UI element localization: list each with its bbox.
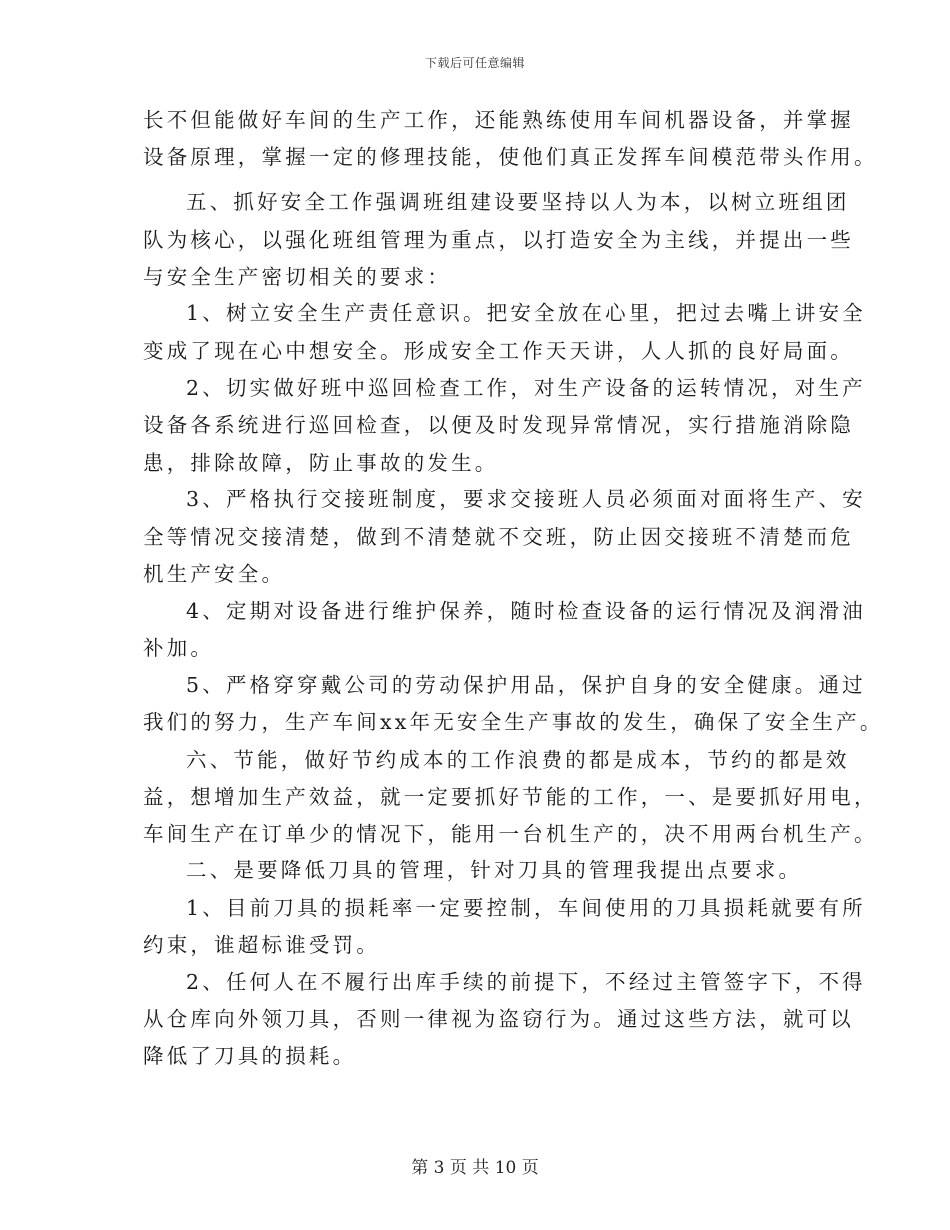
body-line: 车间生产在订单少的情况下，能用一台机生产的，决不用两台机生产。	[143, 822, 878, 846]
body-line: 患，排除故障，防止事故的发生。	[143, 451, 499, 475]
body-line: 我们的努力，生产车间xx年无安全生产事故的发生，确保了安全生产。	[143, 710, 884, 734]
body-line: 队为核心，以强化班组管理为重点，以打造安全为主线，并提出一些	[143, 228, 854, 252]
body-line: 3、严格执行交接班制度，要求交接班人员必须面对面将生产、安	[186, 487, 866, 511]
body-line: 与安全生产密切相关的要求：	[143, 265, 452, 289]
body-line: 2、切实做好班中巡回检查工作，对生产设备的运转情况，对生产	[186, 376, 866, 400]
body-line: 益，想增加生产效益，就一定要抓好节能的工作，一、是要抓好用电，	[143, 785, 878, 809]
body-line: 设备各系统进行巡回检查，以便及时发现异常情况，实行措施消除隐	[143, 413, 854, 437]
body-line: 4、定期对设备进行维护保养，随时检查设备的运行情况及润滑油	[186, 599, 866, 623]
body-line: 设备原理，掌握一定的修理技能，使他们真正发挥车间模范带头作用。	[143, 145, 878, 169]
body-line: 2、任何人在不履行出库手续的前提下，不经过主管签字下，不得	[186, 970, 866, 994]
body-line: 六、节能，做好节约成本的工作浪费的都是成本，节约的都是效	[186, 748, 850, 772]
body-line: 机生产安全。	[143, 562, 286, 586]
body-line: 从仓库向外领刀具，否则一律视为盗窃行为。通过这些方法，就可以	[143, 1007, 854, 1031]
body-line: 补加。	[143, 636, 215, 660]
body-line: 全等情况交接清楚，做到不清楚就不交班，防止因交接班不清楚而危	[143, 525, 854, 549]
body-line: 五、抓好安全工作强调班组建设要坚持以人为本，以树立班组团	[186, 190, 850, 214]
page-header: 下载后可任意编辑	[424, 56, 525, 70]
page-number-footer: 第 3 页 共 10 页	[411, 1158, 539, 1178]
body-line: 变成了现在心中想安全。形成安全工作天天讲，人人抓的良好局面。	[143, 339, 854, 363]
body-line: 约束，谁超标谁受罚。	[143, 933, 380, 957]
body-line: 1、目前刀具的损耗率一定要控制，车间使用的刀具损耗就要有所	[186, 896, 866, 920]
body-line: 长不但能做好车间的生产工作，还能熟练使用车间机器设备，并掌握	[143, 108, 854, 132]
body-line: 5、严格穿穿戴公司的劳动保护用品，保护自身的安全健康。通过	[186, 673, 866, 697]
body-line: 1、树立安全生产责任意识。把安全放在心里，把过去嘴上讲安全	[186, 301, 866, 325]
body-line: 降低了刀具的损耗。	[143, 1044, 357, 1068]
body-line: 二、是要降低刀具的管理，针对刀具的管理我提出点要求。	[186, 858, 803, 882]
